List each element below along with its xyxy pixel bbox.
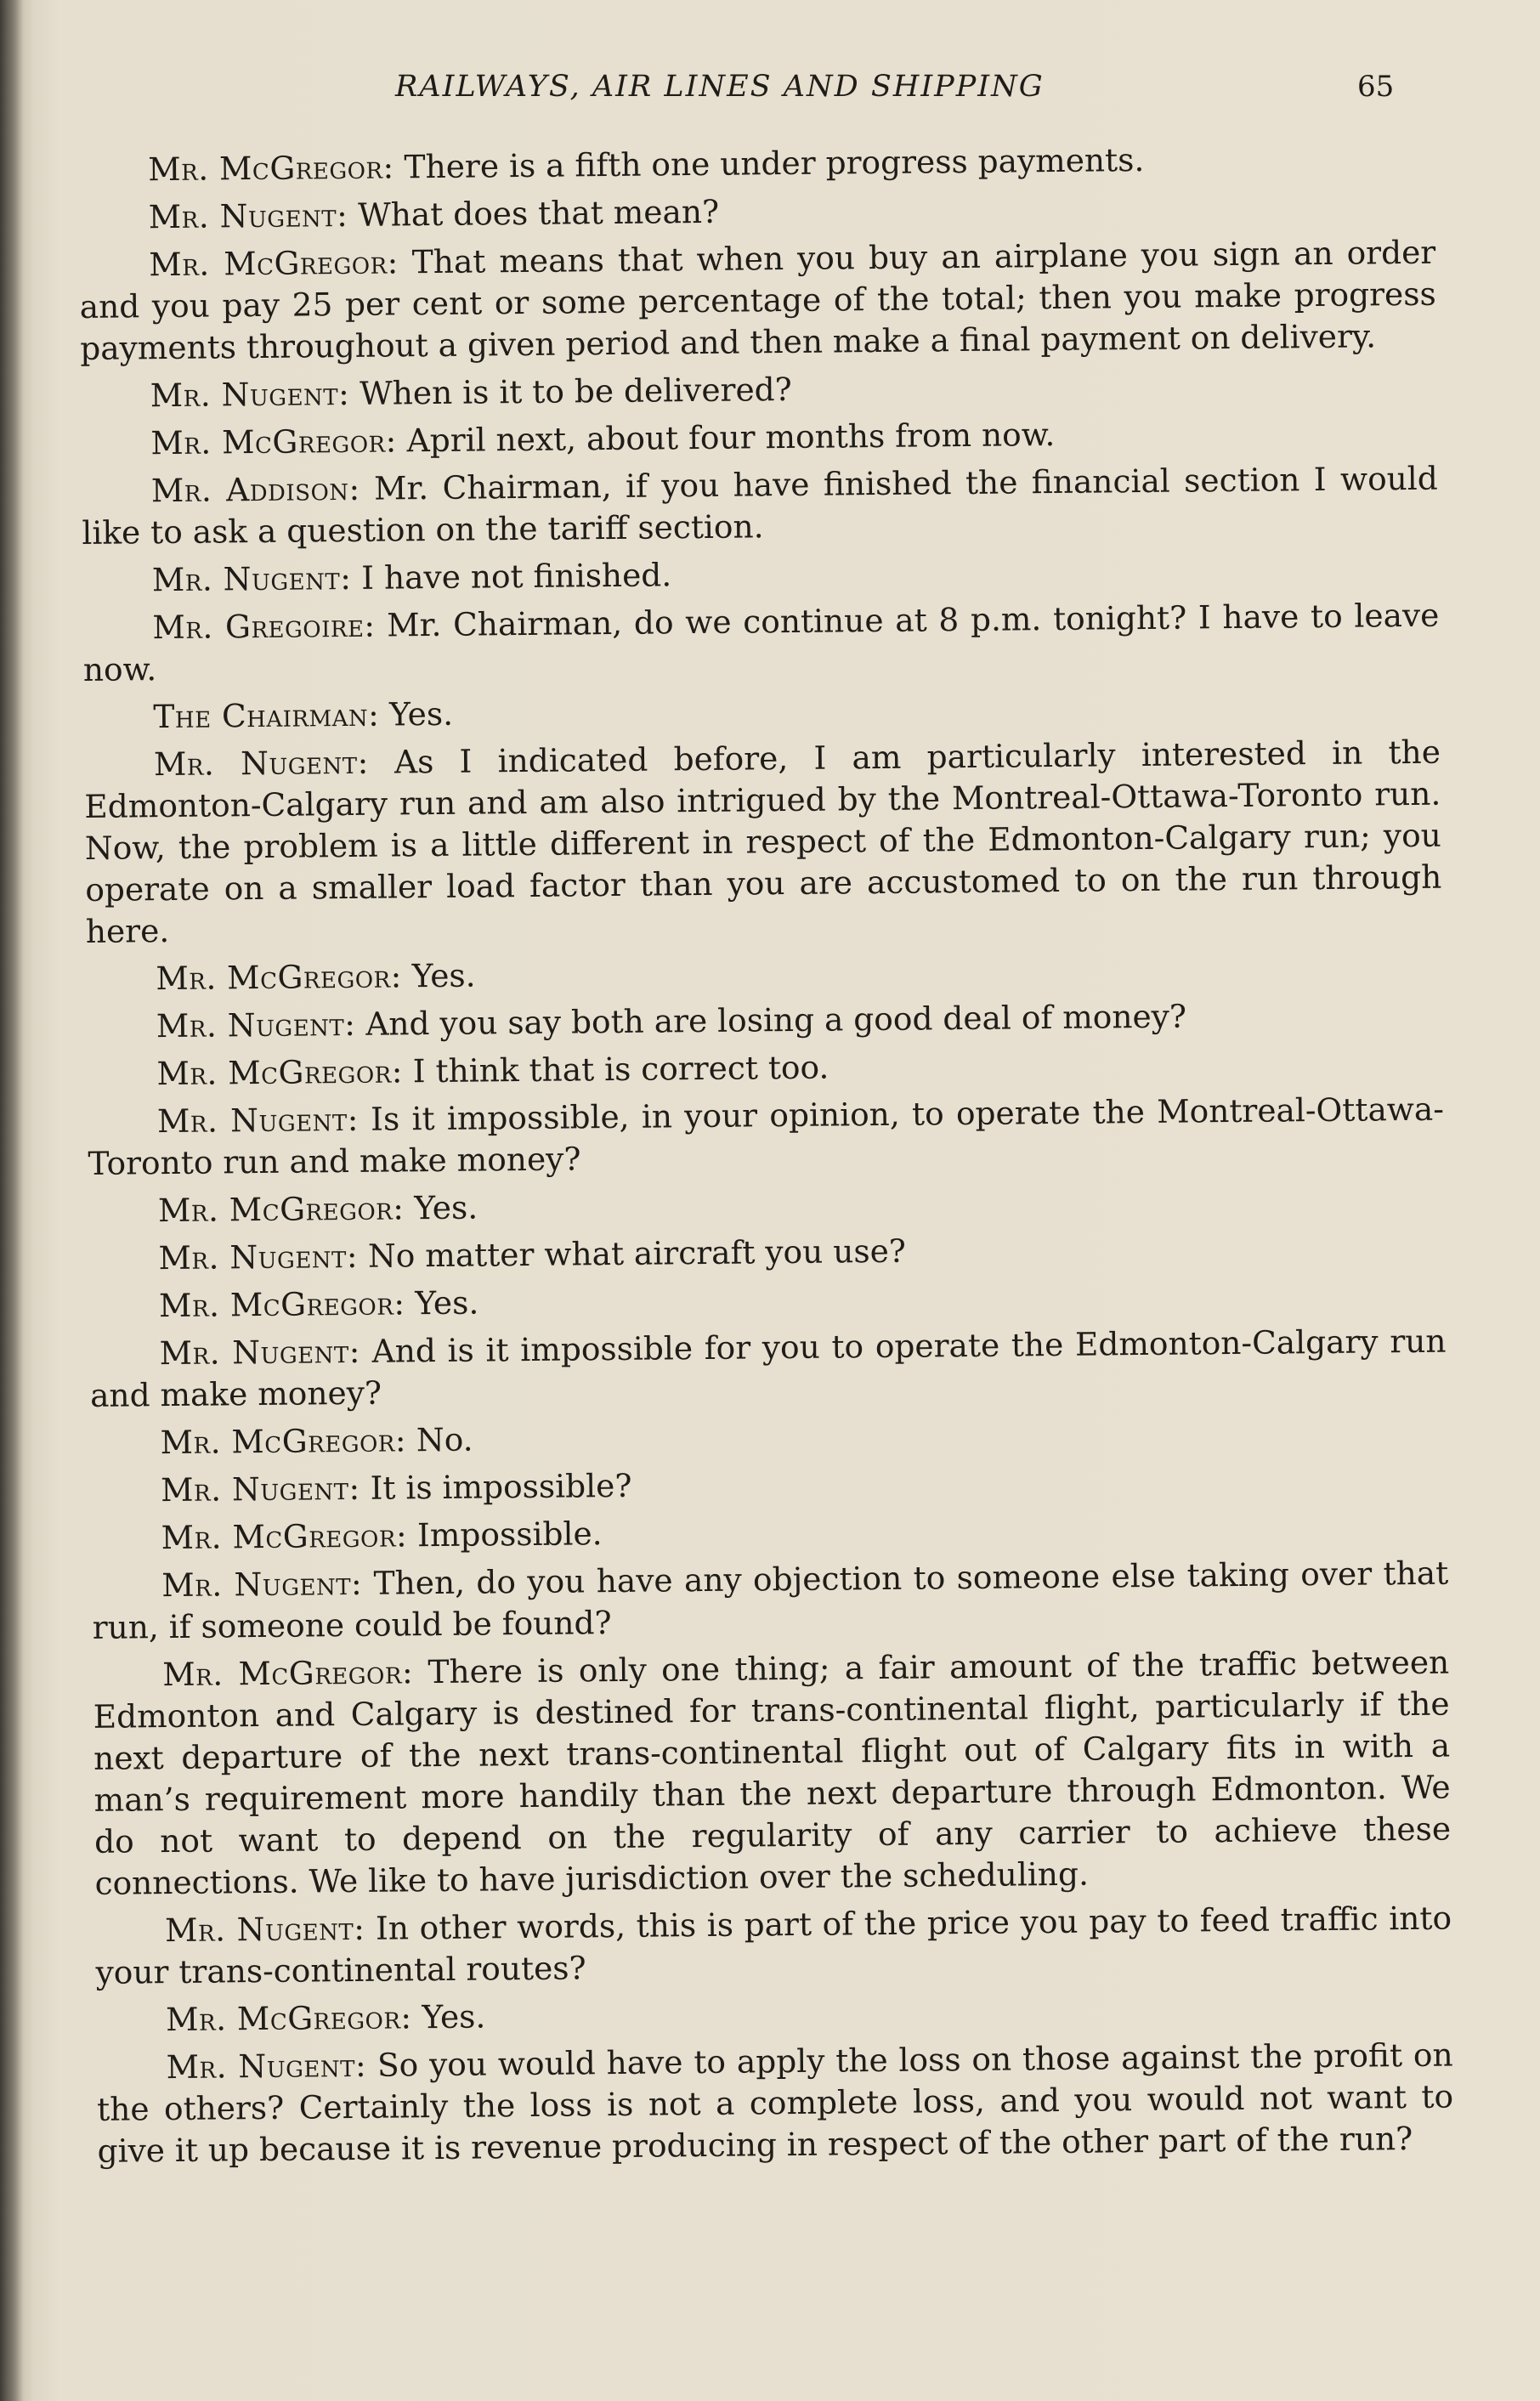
- speaker-label: Mr. Nugent:: [160, 1469, 360, 1509]
- utterance-text: April next, about four months from now.: [406, 415, 1056, 460]
- utterance-text: I think that is correct too.: [412, 1048, 829, 1090]
- transcript-paragraph: [91, 1458, 1447, 1512]
- transcript-paragraph: [82, 458, 1439, 554]
- transcript-paragraph: [87, 994, 1443, 1048]
- speaker-label: Mr. McGregor:: [156, 1052, 404, 1093]
- utterance-text: And you say both are losing a good deal of money?: [365, 997, 1187, 1043]
- transcript-paragraph: [89, 1321, 1447, 1417]
- speaker-label: Mr. McGregor:: [165, 1998, 412, 2039]
- utterance-text: Yes.: [411, 956, 476, 995]
- transcript-paragraph: [91, 1505, 1447, 1560]
- utterance-text: Is it impossible, in your opinion, to operate the Montreal-Ottawa-Toronto run and make money?: [88, 1090, 1445, 1182]
- utterance-text: That means that when you buy an airplane you sign an order and you pay 25 per cent or some percentage of the total; then you make progress payments throughout a given period and then make a final payment on delivery.: [79, 233, 1436, 367]
- utterance-text: Yes.: [422, 1997, 486, 2036]
- speaker-label: Mr. McGregor:: [158, 1284, 405, 1325]
- transcript-paragraph: [87, 1041, 1443, 1096]
- transcript-paragraph: [84, 732, 1442, 953]
- transcript-paragraph: [82, 547, 1439, 602]
- speaker-label: Mr. Addison:: [150, 469, 360, 510]
- transcript-paragraph: [78, 137, 1435, 191]
- speaker-label: Mr. Nugent:: [166, 2046, 367, 2087]
- speaker-label: Mr. McGregor:: [156, 957, 402, 998]
- utterance-text: Impossible.: [416, 1515, 603, 1554]
- book-spine-shadow: [0, 0, 24, 2401]
- utterance-text: No.: [416, 1420, 473, 1459]
- speaker-label: Mr. Gregoire:: [152, 606, 376, 647]
- speaker-label: Mr. Nugent:: [156, 1005, 356, 1045]
- utterance-text: In other words, this is part of the price you pay to feed traffic into your trans-continental routes?: [95, 1899, 1452, 1991]
- page-header: [0, 70, 1540, 121]
- speaker-label: Mr. McGregor:: [149, 243, 399, 284]
- transcript-paragraph: [88, 1089, 1445, 1185]
- transcript-paragraph: [88, 1226, 1445, 1280]
- utterance-text: And is it impossible for you to operate the Edmonton-Calgary run and make money?: [89, 1322, 1447, 1414]
- speaker-label: Mr. Nugent:: [164, 1909, 365, 1950]
- transcript-paragraph: [93, 1642, 1452, 1905]
- utterance-text: There is only one thing; a fair amount of the traffic between Edmonton and Calgary is destined for trans-continental flight, particularly if the next departure of the next trans-continental flight out of Calgary fits in with a man’s requirement more handily than the next departure through Edmonton. We do not want to depend on the regularity of any carrier to achieve these connections. We like to have jurisdiction over the scheduling.: [93, 1643, 1452, 1902]
- utterance-text: Yes.: [414, 1188, 478, 1227]
- utterance-text: It is impossible?: [370, 1466, 632, 1507]
- speaker-label: Mr. McGregor:: [150, 422, 397, 462]
- transcript-paragraph: [92, 1553, 1449, 1649]
- utterance-text: Then, do you have any objection to someone else taking over that run, if someone could be found?: [92, 1554, 1449, 1646]
- speaker-label: Mr. McGregor:: [161, 1516, 408, 1557]
- utterance-text: What does that mean?: [357, 192, 720, 234]
- transcript-paragraph: [88, 1178, 1445, 1232]
- speaker-label: Mr. Nugent:: [158, 1237, 359, 1277]
- utterance-text: Mr. Chairman, if you have finished the financial section I would like to ask a question on the tariff section.: [82, 459, 1439, 552]
- speaker-label: Mr. Nugent:: [148, 195, 348, 236]
- transcript-paragraph: [83, 684, 1440, 739]
- utterance-text: Yes.: [415, 1283, 479, 1322]
- speaker-label: Mr. Nugent:: [159, 1332, 361, 1373]
- speaker-label: Mr. McGregor:: [157, 1189, 405, 1230]
- speaker-label: Mr. Nugent:: [161, 1564, 363, 1605]
- utterance-text: When is it to be delivered?: [359, 370, 792, 412]
- transcript-paragraph: [90, 1410, 1447, 1464]
- transcript-body: [78, 137, 1454, 2178]
- utterance-text: No matter what aircraft you use?: [367, 1232, 907, 1275]
- transcript-paragraph: [81, 363, 1437, 417]
- transcript-paragraph: [96, 2035, 1453, 2172]
- utterance-text: I have not finished.: [361, 556, 672, 597]
- speaker-label: The Chairman:: [153, 695, 380, 736]
- transcript-paragraph: [79, 184, 1435, 239]
- transcript-paragraph: [81, 411, 1437, 465]
- page-number: 65: [1357, 70, 1395, 104]
- transcript-paragraph: [86, 946, 1442, 1000]
- transcript-paragraph: [89, 1273, 1446, 1328]
- running-title: RAILWAYS, AIR LINES AND SHIPPING: [395, 70, 1045, 104]
- speaker-label: Mr. McGregor:: [160, 1421, 407, 1462]
- speaker-label: Mr. McGregor:: [162, 1653, 414, 1694]
- utterance-text: Mr. Chairman, do we continue at 8 p.m. tonight? I have to leave now.: [82, 596, 1440, 688]
- utterance-text: Yes.: [388, 694, 454, 733]
- utterance-text: As I indicated before, I am particularly interested in the Edmonton-Calgary run and am also intrigued by the Montreal-Ottawa-Toronto run. Now, the problem is a little different in respect of the Edmonton-Calgary run; you operate on a smaller load factor than you are accustomed to on the run through here.: [84, 733, 1442, 950]
- utterance-text: There is a fifth one under progress payments.: [404, 140, 1145, 186]
- speaker-label: Mr. Nugent:: [156, 1100, 360, 1141]
- transcript-paragraph: [96, 1987, 1452, 2041]
- utterance-text: So you would have to apply the loss on those against the profit on the others? Certainly the loss is not a complete loss, and you would not want to give it up because it is revenue producing in respect of the other part of the run?: [96, 2036, 1454, 2170]
- speaker-label: Mr. McGregor:: [148, 148, 394, 189]
- speaker-label: Mr. Nugent:: [151, 558, 352, 599]
- speaker-label: Mr. Nugent:: [150, 374, 350, 415]
- speaker-label: Mr. Nugent:: [153, 743, 369, 784]
- transcript-paragraph: [79, 232, 1436, 370]
- transcript-paragraph: [95, 1898, 1452, 1994]
- transcript-paragraph: [82, 595, 1440, 691]
